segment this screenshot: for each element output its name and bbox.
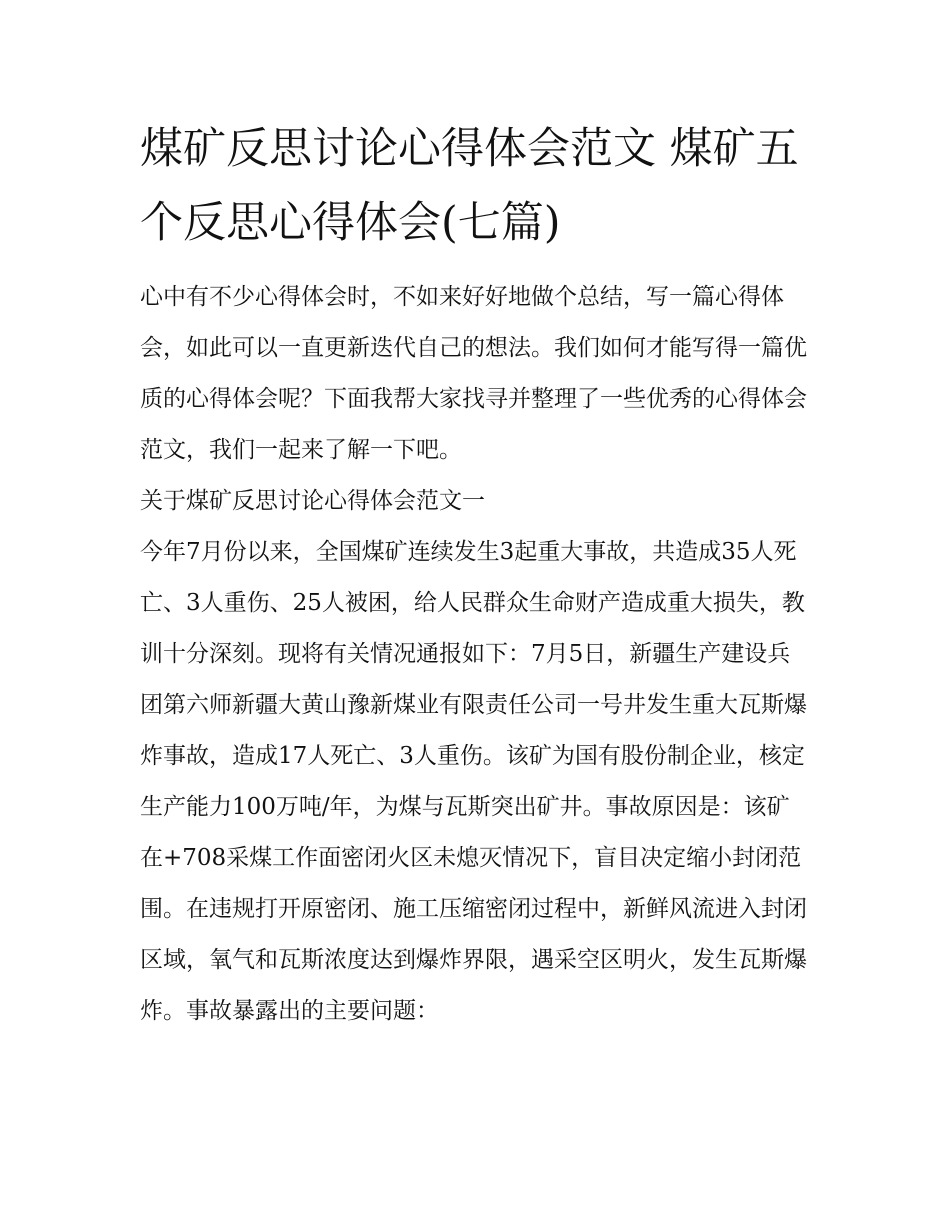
document-title: 煤矿反思讨论心得体会范文 煤矿五个反思心得体会(七篇) [140,124,799,248]
section-heading: 关于煤矿反思讨论心得体会范文一 [140,488,485,514]
intro-paragraph: 心中有不少心得体会时，不如来好好地做个总结，写一篇心得体会，如此可以一直更新迭代自己的想法。我们如何才能写得一篇优质的心得体会呢？下面我帮大家找寻并整理了一些优秀的心得体会范文，我们一起来了解一下吧。 [140,284,807,463]
body-paragraph: 今年7月份以来，全国煤矿连续发生3起重大事故，共造成35人死亡、3人重伤、25人被困，给人民群众生命财产造成重大损失，教训十分深刻。现将有关情况通报如下：7月5日，新疆生产建设兵团第六师新疆大黄山豫新煤业有限责任公司一号井发生重大瓦斯爆炸事故，造成17人死亡、3人重伤。该矿为国有股份制企业，核定生产能力100万吨/年，为煤与瓦斯突出矿井。事故原因是：该矿在+708采煤工作面密闭火区未熄灭情况下，盲目决定缩小封闭范围。在违规打开原密闭、施工压缩密闭过程中，新鲜风流进入封闭区域，氧气和瓦斯浓度达到爆炸界限，遇采空区明火，发生瓦斯爆炸。事故暴露出的主要问题： [140,539,807,1024]
document-page [140,112,820,1037]
